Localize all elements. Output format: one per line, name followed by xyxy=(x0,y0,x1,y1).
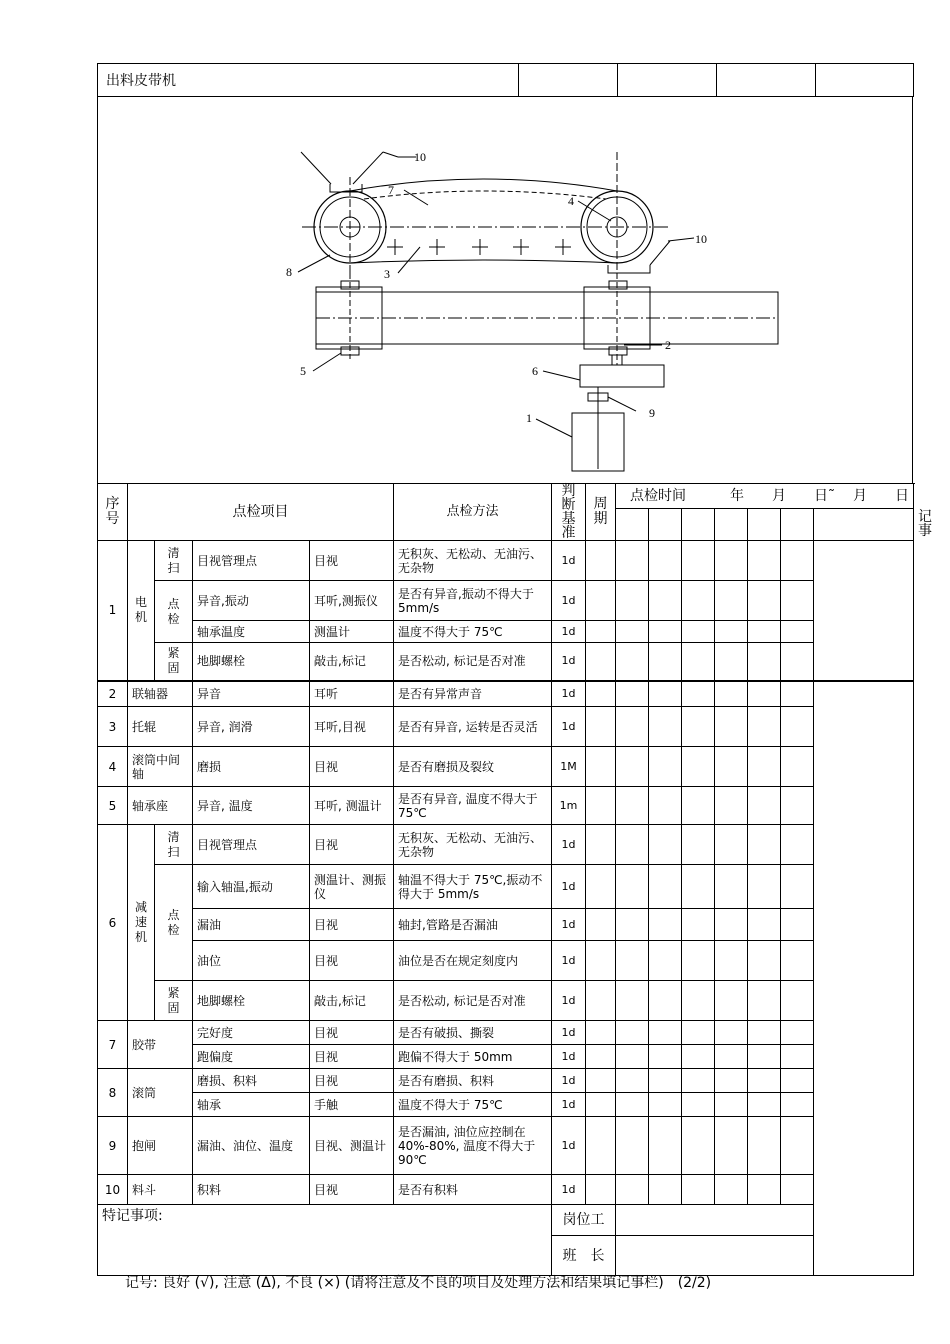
col-item: 点检项目 xyxy=(128,484,394,541)
header-blank-cell xyxy=(717,64,816,97)
table-row: 5 轴承座 异音, 温度 耳听, 测温计 是否有异音, 温度不得大于 75℃ 1m xyxy=(98,787,914,825)
table-row: 跑偏度 目视 跑偏不得大于 50mm 1d xyxy=(98,1045,914,1069)
diagram-label: 6 xyxy=(532,364,538,378)
diagram-label: 7 xyxy=(388,183,394,197)
team-leader-label: 班 长 xyxy=(552,1236,616,1276)
post-worker-signature[interactable] xyxy=(616,1205,814,1236)
diagram-label: 8 xyxy=(286,265,292,279)
table-row: 油位 目视 油位是否在规定刻度内 1d xyxy=(98,941,914,981)
diagram-label: 3 xyxy=(384,267,390,281)
diagram-label: 1 xyxy=(526,411,532,425)
equipment-diagram xyxy=(97,97,913,483)
table-row: 7 胶带 完好度 目视 是否有破损、撕裂 1d xyxy=(98,1021,914,1045)
conveyor-drawing xyxy=(98,97,912,483)
header-blank-cell xyxy=(816,64,914,97)
diagram-label: 2 xyxy=(665,338,671,352)
diagram-label: 10 xyxy=(414,150,426,164)
header-blank-cell xyxy=(618,64,717,97)
special-notes: 特记事项: xyxy=(98,1205,552,1276)
table-row: 9 抱闸 漏油、油位、温度 目视、测温计 是否漏油, 油位应控制在 40%-80%, 温度不得大于 90℃ 1d xyxy=(98,1117,914,1175)
signature-row xyxy=(98,1205,914,1236)
table-row: 1 电机 清扫 目视管理点 目视 无积灰、无松动、无油污、无杂物 1d xyxy=(98,541,914,581)
table-row: 10 料斗 积料 目视 是否有积料 1d xyxy=(98,1175,914,1205)
table-row: 紧固 地脚螺栓 敲击,标记 是否松动, 标记是否对准 1d xyxy=(98,643,914,681)
table-row: 3 托辊 异音, 润滑 耳听,目视 是否有异音, 运转是否灵活 1d xyxy=(98,707,914,747)
diagram-label: 9 xyxy=(649,406,655,420)
page-title: 出料皮带机 xyxy=(98,64,519,97)
post-worker-label: 岗位工 xyxy=(552,1205,616,1236)
table-row: 轴承 手触 温度不得大于 75℃ 1d xyxy=(98,1093,914,1117)
table-row: 点检 输入轴温,振动 测温计、测振仪 轴温不得大于 75℃,振动不得大于 5mm/s 1d xyxy=(98,865,914,909)
table-row: 漏油 目视 轴封,管路是否漏油 1d xyxy=(98,909,914,941)
table-row: 紧固 地脚螺栓 敲击,标记 是否松动, 标记是否对准 1d xyxy=(98,981,914,1021)
legend-note: 记号: 良好 (√), 注意 (Δ), 不良 (×) (请将注意及不良的项目及处理方法和结果填记事栏) (2/2) xyxy=(125,1275,712,1291)
col-seq: 序号 xyxy=(98,484,128,541)
table-row: 点检 异音,振动 耳听,测振仪 是否有异音,振动不得大于5mm/s 1d xyxy=(98,581,914,621)
table-row: 2 联轴器 异音 耳听 是否有异常声音 1d xyxy=(98,681,914,707)
diagram-label: 4 xyxy=(568,194,574,208)
team-leader-signature[interactable] xyxy=(616,1236,814,1276)
col-period: 周期 xyxy=(586,484,616,541)
table-row: 6 减速机 清扫 目视管理点 目视 无积灰、无松动、无油污、无杂物 1d xyxy=(98,825,914,865)
table-row: 轴承温度 测温计 温度不得大于 75℃ 1d xyxy=(98,621,914,643)
diagram-label: 5 xyxy=(300,364,306,378)
table-row: 8 滚筒 磨损、积料 目视 是否有磨损、积料 1d xyxy=(98,1069,914,1093)
col-check-time: 点检时间 年 月 日˜ 月 日 xyxy=(616,484,914,509)
col-method: 点检方法 xyxy=(394,484,552,541)
col-criteria: 判断基准 xyxy=(552,484,586,541)
header-blank-cell xyxy=(519,64,618,97)
diagram-label: 10 xyxy=(695,232,707,246)
table-row: 4 滚筒中间轴 磨损 目视 是否有磨损及裂纹 1M xyxy=(98,747,914,787)
inspection-table: 序号 点检项目 点检方法 判断基准 周期 点检时间 年 月 日˜ 月 日 记事 1 电机 清扫 目视管理点 目视 无积灰、无松动、无油污、无杂物 1d 点检 异音,振动 耳听,测振仪 是否有异音,振动不得大于5mm/s 1d 轴承温度 测温计 温度不得大于 75℃ 1d 紧固 地脚螺栓 敲击,标记 是否松动, 标记是否对准 1d 2 联轴器 异音 耳听 是否有异常声音 1d 3 托辊 异音, 润滑 耳听,目视 是否有异音, 运转是否灵活 1d 4 滚筒中间轴 磨损 目视 是否有磨损及裂纹 1M 5 轴承座 异音, 温度 耳听, 测温计 是否有异音, 温度不得大于 75℃ 1m 6 减速机 清扫 目视管理点 目视 无积灰、无松动、无油污、无杂物 1d 点检 输入轴温,振动 测温计、测振仪 轴温不得大于 75℃,振动不得大于 5mm/s 1d 漏油 目视 轴封,管路是否漏油 1d 油位 目视 油位是否在规定刻度内 1d 紧固 地脚螺栓 敲击,标记 是否松动, 标记是否对准 1d 7 胶带 完好度 目视 是否有破损、撕裂 1d 跑偏度 目视 跑偏不得大于 50mm 1d 8 滚筒 磨损、积料 目视 是否有磨损、积料 1d 轴承 手触 温度不得大于 75℃ 1d 9 抱闸 漏油、油位、温度 目视、测温计 是否漏油, 油位应控制在 40%-80%, 温度不得大于 90℃ 1d 10 料斗 积料 目视 是否有积料 1d 特记事项: 岗位工 班 长 xyxy=(97,483,914,1276)
title-table xyxy=(97,63,914,97)
